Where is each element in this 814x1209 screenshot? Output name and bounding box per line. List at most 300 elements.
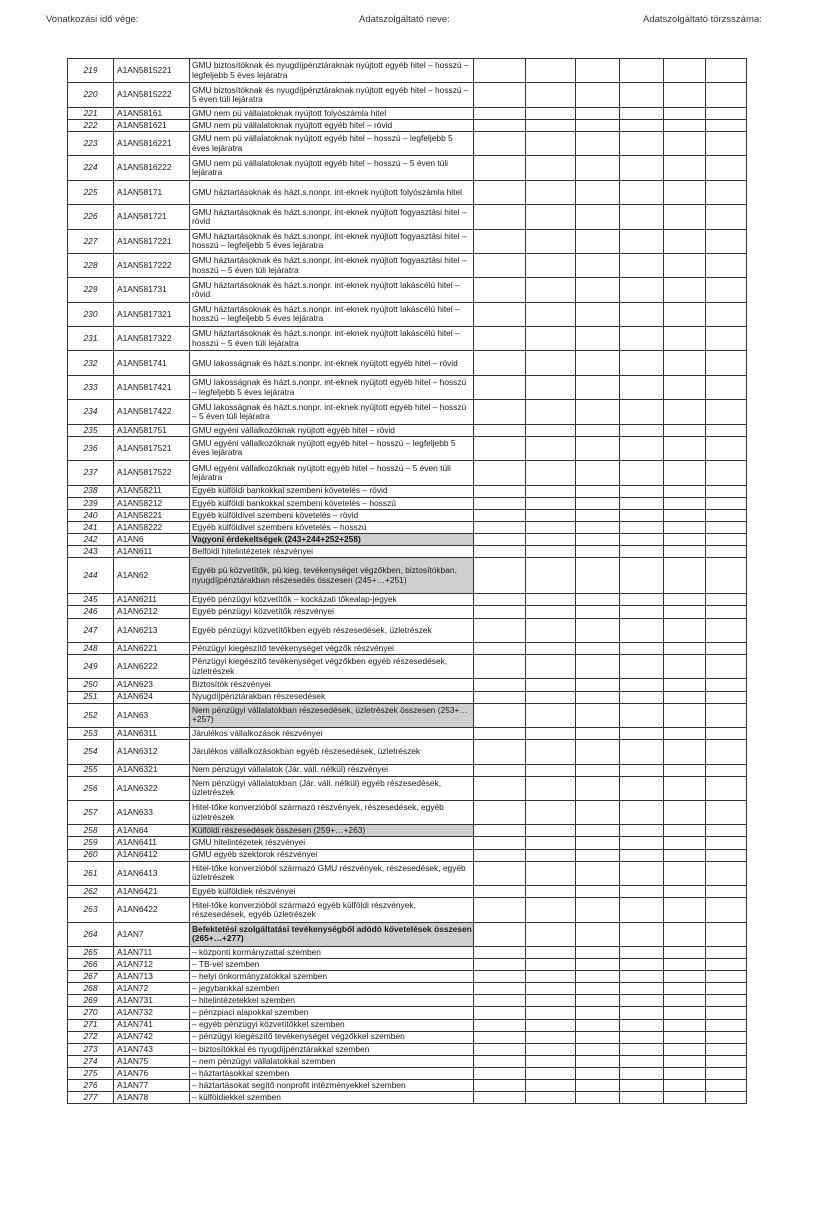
value-cell[interactable] <box>664 594 706 606</box>
value-cell[interactable] <box>526 83 576 107</box>
value-cell[interactable] <box>526 278 576 302</box>
value-cell[interactable] <box>526 1007 576 1019</box>
value-cell[interactable] <box>706 375 747 399</box>
value-cell[interactable] <box>576 156 620 180</box>
value-cell[interactable] <box>576 1007 620 1019</box>
value-cell[interactable] <box>474 509 526 521</box>
value-cell[interactable] <box>664 922 706 946</box>
value-cell[interactable] <box>526 424 576 436</box>
value-cell[interactable] <box>664 861 706 885</box>
value-cell[interactable] <box>526 1019 576 1031</box>
value-cell[interactable] <box>474 156 526 180</box>
value-cell[interactable] <box>576 436 620 460</box>
value-cell[interactable] <box>664 837 706 849</box>
value-cell[interactable] <box>664 728 706 740</box>
value-cell[interactable] <box>474 740 526 764</box>
value-cell[interactable] <box>526 558 576 594</box>
value-cell[interactable] <box>706 1079 747 1091</box>
value-cell[interactable] <box>620 837 664 849</box>
value-cell[interactable] <box>664 533 706 545</box>
value-cell[interactable] <box>620 1043 664 1055</box>
value-cell[interactable] <box>576 1031 620 1043</box>
value-cell[interactable] <box>620 1079 664 1091</box>
value-cell[interactable] <box>706 886 747 898</box>
value-cell[interactable] <box>706 485 747 497</box>
value-cell[interactable] <box>576 375 620 399</box>
value-cell[interactable] <box>474 691 526 703</box>
value-cell[interactable] <box>576 594 620 606</box>
value-cell[interactable] <box>526 351 576 375</box>
value-cell[interactable] <box>706 253 747 277</box>
value-cell[interactable] <box>526 180 576 204</box>
value-cell[interactable] <box>526 1055 576 1067</box>
value-cell[interactable] <box>664 558 706 594</box>
value-cell[interactable] <box>706 107 747 119</box>
value-cell[interactable] <box>474 1067 526 1079</box>
value-cell[interactable] <box>526 594 576 606</box>
value-cell[interactable] <box>620 229 664 253</box>
value-cell[interactable] <box>576 946 620 958</box>
value-cell[interactable] <box>526 703 576 727</box>
value-cell[interactable] <box>526 59 576 83</box>
value-cell[interactable] <box>664 995 706 1007</box>
value-cell[interactable] <box>526 825 576 837</box>
value-cell[interactable] <box>706 703 747 727</box>
value-cell[interactable] <box>474 205 526 229</box>
value-cell[interactable] <box>620 533 664 545</box>
value-cell[interactable] <box>526 302 576 326</box>
value-cell[interactable] <box>576 728 620 740</box>
value-cell[interactable] <box>576 1019 620 1031</box>
value-cell[interactable] <box>706 59 747 83</box>
value-cell[interactable] <box>576 740 620 764</box>
value-cell[interactable] <box>576 764 620 776</box>
value-cell[interactable] <box>576 655 620 679</box>
value-cell[interactable] <box>620 546 664 558</box>
value-cell[interactable] <box>664 424 706 436</box>
value-cell[interactable] <box>664 959 706 971</box>
value-cell[interactable] <box>474 1043 526 1055</box>
value-cell[interactable] <box>474 728 526 740</box>
value-cell[interactable] <box>620 1031 664 1043</box>
value-cell[interactable] <box>474 521 526 533</box>
value-cell[interactable] <box>474 849 526 861</box>
value-cell[interactable] <box>664 83 706 107</box>
value-cell[interactable] <box>664 1007 706 1019</box>
value-cell[interactable] <box>576 229 620 253</box>
value-cell[interactable] <box>620 509 664 521</box>
value-cell[interactable] <box>706 606 747 618</box>
value-cell[interactable] <box>474 546 526 558</box>
value-cell[interactable] <box>576 886 620 898</box>
value-cell[interactable] <box>664 546 706 558</box>
value-cell[interactable] <box>664 180 706 204</box>
value-cell[interactable] <box>706 971 747 983</box>
value-cell[interactable] <box>474 703 526 727</box>
value-cell[interactable] <box>526 642 576 654</box>
value-cell[interactable] <box>706 983 747 995</box>
value-cell[interactable] <box>576 776 620 800</box>
value-cell[interactable] <box>620 606 664 618</box>
value-cell[interactable] <box>576 546 620 558</box>
value-cell[interactable] <box>474 995 526 1007</box>
value-cell[interactable] <box>576 703 620 727</box>
value-cell[interactable] <box>706 1043 747 1055</box>
value-cell[interactable] <box>620 728 664 740</box>
value-cell[interactable] <box>474 400 526 424</box>
value-cell[interactable] <box>706 497 747 509</box>
value-cell[interactable] <box>706 131 747 155</box>
value-cell[interactable] <box>620 278 664 302</box>
value-cell[interactable] <box>526 983 576 995</box>
value-cell[interactable] <box>620 886 664 898</box>
value-cell[interactable] <box>576 861 620 885</box>
value-cell[interactable] <box>664 509 706 521</box>
value-cell[interactable] <box>576 679 620 691</box>
value-cell[interactable] <box>706 558 747 594</box>
value-cell[interactable] <box>620 1019 664 1031</box>
value-cell[interactable] <box>620 497 664 509</box>
value-cell[interactable] <box>474 59 526 83</box>
value-cell[interactable] <box>706 594 747 606</box>
value-cell[interactable] <box>576 327 620 351</box>
value-cell[interactable] <box>576 1043 620 1055</box>
value-cell[interactable] <box>664 849 706 861</box>
value-cell[interactable] <box>706 1019 747 1031</box>
value-cell[interactable] <box>706 1007 747 1019</box>
value-cell[interactable] <box>706 521 747 533</box>
value-cell[interactable] <box>526 740 576 764</box>
value-cell[interactable] <box>664 107 706 119</box>
value-cell[interactable] <box>664 205 706 229</box>
value-cell[interactable] <box>474 253 526 277</box>
value-cell[interactable] <box>576 424 620 436</box>
value-cell[interactable] <box>474 180 526 204</box>
value-cell[interactable] <box>620 594 664 606</box>
value-cell[interactable] <box>706 351 747 375</box>
value-cell[interactable] <box>526 485 576 497</box>
value-cell[interactable] <box>526 156 576 180</box>
value-cell[interactable] <box>620 776 664 800</box>
value-cell[interactable] <box>664 606 706 618</box>
value-cell[interactable] <box>474 485 526 497</box>
value-cell[interactable] <box>664 983 706 995</box>
value-cell[interactable] <box>620 83 664 107</box>
value-cell[interactable] <box>620 351 664 375</box>
value-cell[interactable] <box>664 1043 706 1055</box>
value-cell[interactable] <box>620 971 664 983</box>
value-cell[interactable] <box>576 521 620 533</box>
value-cell[interactable] <box>526 898 576 922</box>
value-cell[interactable] <box>620 59 664 83</box>
value-cell[interactable] <box>706 922 747 946</box>
value-cell[interactable] <box>576 618 620 642</box>
value-cell[interactable] <box>526 606 576 618</box>
value-cell[interactable] <box>576 1079 620 1091</box>
value-cell[interactable] <box>620 983 664 995</box>
value-cell[interactable] <box>474 861 526 885</box>
value-cell[interactable] <box>474 825 526 837</box>
value-cell[interactable] <box>620 375 664 399</box>
value-cell[interactable] <box>664 351 706 375</box>
value-cell[interactable] <box>526 1067 576 1079</box>
value-cell[interactable] <box>576 180 620 204</box>
value-cell[interactable] <box>620 180 664 204</box>
value-cell[interactable] <box>706 1055 747 1067</box>
value-cell[interactable] <box>706 691 747 703</box>
value-cell[interactable] <box>620 205 664 229</box>
value-cell[interactable] <box>706 946 747 958</box>
value-cell[interactable] <box>664 1055 706 1067</box>
value-cell[interactable] <box>526 728 576 740</box>
value-cell[interactable] <box>664 59 706 83</box>
value-cell[interactable] <box>474 655 526 679</box>
value-cell[interactable] <box>664 825 706 837</box>
value-cell[interactable] <box>664 229 706 253</box>
value-cell[interactable] <box>526 521 576 533</box>
value-cell[interactable] <box>706 205 747 229</box>
value-cell[interactable] <box>620 898 664 922</box>
value-cell[interactable] <box>620 655 664 679</box>
value-cell[interactable] <box>526 922 576 946</box>
value-cell[interactable] <box>706 1031 747 1043</box>
value-cell[interactable] <box>526 1092 576 1104</box>
value-cell[interactable] <box>474 461 526 485</box>
value-cell[interactable] <box>526 436 576 460</box>
value-cell[interactable] <box>474 606 526 618</box>
value-cell[interactable] <box>664 1067 706 1079</box>
value-cell[interactable] <box>576 59 620 83</box>
value-cell[interactable] <box>706 229 747 253</box>
value-cell[interactable] <box>706 546 747 558</box>
value-cell[interactable] <box>664 119 706 131</box>
value-cell[interactable] <box>706 302 747 326</box>
value-cell[interactable] <box>706 959 747 971</box>
value-cell[interactable] <box>526 253 576 277</box>
value-cell[interactable] <box>706 861 747 885</box>
value-cell[interactable] <box>526 497 576 509</box>
value-cell[interactable] <box>706 156 747 180</box>
value-cell[interactable] <box>526 849 576 861</box>
value-cell[interactable] <box>706 400 747 424</box>
value-cell[interactable] <box>620 253 664 277</box>
value-cell[interactable] <box>526 546 576 558</box>
value-cell[interactable] <box>620 521 664 533</box>
value-cell[interactable] <box>526 655 576 679</box>
value-cell[interactable] <box>526 679 576 691</box>
value-cell[interactable] <box>576 302 620 326</box>
value-cell[interactable] <box>620 618 664 642</box>
value-cell[interactable] <box>706 83 747 107</box>
value-cell[interactable] <box>706 728 747 740</box>
value-cell[interactable] <box>576 205 620 229</box>
value-cell[interactable] <box>474 946 526 958</box>
value-cell[interactable] <box>474 959 526 971</box>
value-cell[interactable] <box>620 922 664 946</box>
value-cell[interactable] <box>576 485 620 497</box>
value-cell[interactable] <box>474 351 526 375</box>
value-cell[interactable] <box>474 886 526 898</box>
value-cell[interactable] <box>576 400 620 424</box>
value-cell[interactable] <box>664 764 706 776</box>
value-cell[interactable] <box>474 327 526 351</box>
value-cell[interactable] <box>474 1007 526 1019</box>
value-cell[interactable] <box>576 351 620 375</box>
value-cell[interactable] <box>474 229 526 253</box>
value-cell[interactable] <box>620 119 664 131</box>
value-cell[interactable] <box>474 679 526 691</box>
value-cell[interactable] <box>474 119 526 131</box>
value-cell[interactable] <box>620 558 664 594</box>
value-cell[interactable] <box>474 375 526 399</box>
value-cell[interactable] <box>620 436 664 460</box>
value-cell[interactable] <box>706 898 747 922</box>
value-cell[interactable] <box>474 642 526 654</box>
value-cell[interactable] <box>706 436 747 460</box>
value-cell[interactable] <box>664 691 706 703</box>
value-cell[interactable] <box>474 1055 526 1067</box>
value-cell[interactable] <box>474 278 526 302</box>
value-cell[interactable] <box>706 776 747 800</box>
value-cell[interactable] <box>576 971 620 983</box>
value-cell[interactable] <box>576 461 620 485</box>
value-cell[interactable] <box>620 485 664 497</box>
value-cell[interactable] <box>576 642 620 654</box>
value-cell[interactable] <box>620 156 664 180</box>
value-cell[interactable] <box>664 946 706 958</box>
value-cell[interactable] <box>576 825 620 837</box>
value-cell[interactable] <box>474 971 526 983</box>
value-cell[interactable] <box>664 485 706 497</box>
value-cell[interactable] <box>474 131 526 155</box>
value-cell[interactable] <box>664 327 706 351</box>
value-cell[interactable] <box>576 278 620 302</box>
value-cell[interactable] <box>706 618 747 642</box>
value-cell[interactable] <box>706 849 747 861</box>
value-cell[interactable] <box>620 327 664 351</box>
value-cell[interactable] <box>576 253 620 277</box>
value-cell[interactable] <box>576 995 620 1007</box>
value-cell[interactable] <box>664 971 706 983</box>
value-cell[interactable] <box>664 131 706 155</box>
value-cell[interactable] <box>706 801 747 825</box>
value-cell[interactable] <box>620 764 664 776</box>
value-cell[interactable] <box>576 119 620 131</box>
value-cell[interactable] <box>526 971 576 983</box>
value-cell[interactable] <box>576 849 620 861</box>
value-cell[interactable] <box>664 776 706 800</box>
value-cell[interactable] <box>526 861 576 885</box>
value-cell[interactable] <box>664 801 706 825</box>
value-cell[interactable] <box>474 1079 526 1091</box>
value-cell[interactable] <box>620 400 664 424</box>
value-cell[interactable] <box>526 886 576 898</box>
value-cell[interactable] <box>664 740 706 764</box>
value-cell[interactable] <box>664 497 706 509</box>
value-cell[interactable] <box>576 922 620 946</box>
value-cell[interactable] <box>664 898 706 922</box>
value-cell[interactable] <box>664 253 706 277</box>
value-cell[interactable] <box>474 922 526 946</box>
value-cell[interactable] <box>526 691 576 703</box>
value-cell[interactable] <box>474 618 526 642</box>
value-cell[interactable] <box>526 375 576 399</box>
value-cell[interactable] <box>576 691 620 703</box>
value-cell[interactable] <box>620 679 664 691</box>
value-cell[interactable] <box>620 1092 664 1104</box>
value-cell[interactable] <box>474 83 526 107</box>
value-cell[interactable] <box>474 1092 526 1104</box>
value-cell[interactable] <box>526 119 576 131</box>
value-cell[interactable] <box>664 521 706 533</box>
value-cell[interactable] <box>706 180 747 204</box>
value-cell[interactable] <box>664 642 706 654</box>
value-cell[interactable] <box>576 837 620 849</box>
value-cell[interactable] <box>576 558 620 594</box>
value-cell[interactable] <box>664 1092 706 1104</box>
value-cell[interactable] <box>526 205 576 229</box>
value-cell[interactable] <box>706 509 747 521</box>
value-cell[interactable] <box>526 946 576 958</box>
value-cell[interactable] <box>620 302 664 326</box>
value-cell[interactable] <box>474 983 526 995</box>
value-cell[interactable] <box>526 131 576 155</box>
value-cell[interactable] <box>664 618 706 642</box>
value-cell[interactable] <box>526 107 576 119</box>
value-cell[interactable] <box>474 837 526 849</box>
value-cell[interactable] <box>526 400 576 424</box>
value-cell[interactable] <box>526 1043 576 1055</box>
value-cell[interactable] <box>664 156 706 180</box>
value-cell[interactable] <box>576 107 620 119</box>
value-cell[interactable] <box>474 898 526 922</box>
value-cell[interactable] <box>474 424 526 436</box>
value-cell[interactable] <box>526 327 576 351</box>
value-cell[interactable] <box>576 83 620 107</box>
value-cell[interactable] <box>706 533 747 545</box>
value-cell[interactable] <box>576 959 620 971</box>
value-cell[interactable] <box>526 229 576 253</box>
value-cell[interactable] <box>620 959 664 971</box>
value-cell[interactable] <box>474 302 526 326</box>
value-cell[interactable] <box>706 1067 747 1079</box>
value-cell[interactable] <box>620 703 664 727</box>
value-cell[interactable] <box>706 837 747 849</box>
value-cell[interactable] <box>664 461 706 485</box>
value-cell[interactable] <box>576 497 620 509</box>
value-cell[interactable] <box>474 436 526 460</box>
value-cell[interactable] <box>706 825 747 837</box>
value-cell[interactable] <box>664 302 706 326</box>
value-cell[interactable] <box>620 825 664 837</box>
value-cell[interactable] <box>526 618 576 642</box>
value-cell[interactable] <box>706 424 747 436</box>
value-cell[interactable] <box>526 533 576 545</box>
value-cell[interactable] <box>474 764 526 776</box>
value-cell[interactable] <box>706 995 747 1007</box>
value-cell[interactable] <box>706 1092 747 1104</box>
value-cell[interactable] <box>706 278 747 302</box>
value-cell[interactable] <box>664 278 706 302</box>
value-cell[interactable] <box>474 801 526 825</box>
value-cell[interactable] <box>576 898 620 922</box>
value-cell[interactable] <box>526 995 576 1007</box>
value-cell[interactable] <box>620 801 664 825</box>
value-cell[interactable] <box>576 606 620 618</box>
value-cell[interactable] <box>620 1055 664 1067</box>
value-cell[interactable] <box>706 655 747 679</box>
value-cell[interactable] <box>526 1079 576 1091</box>
